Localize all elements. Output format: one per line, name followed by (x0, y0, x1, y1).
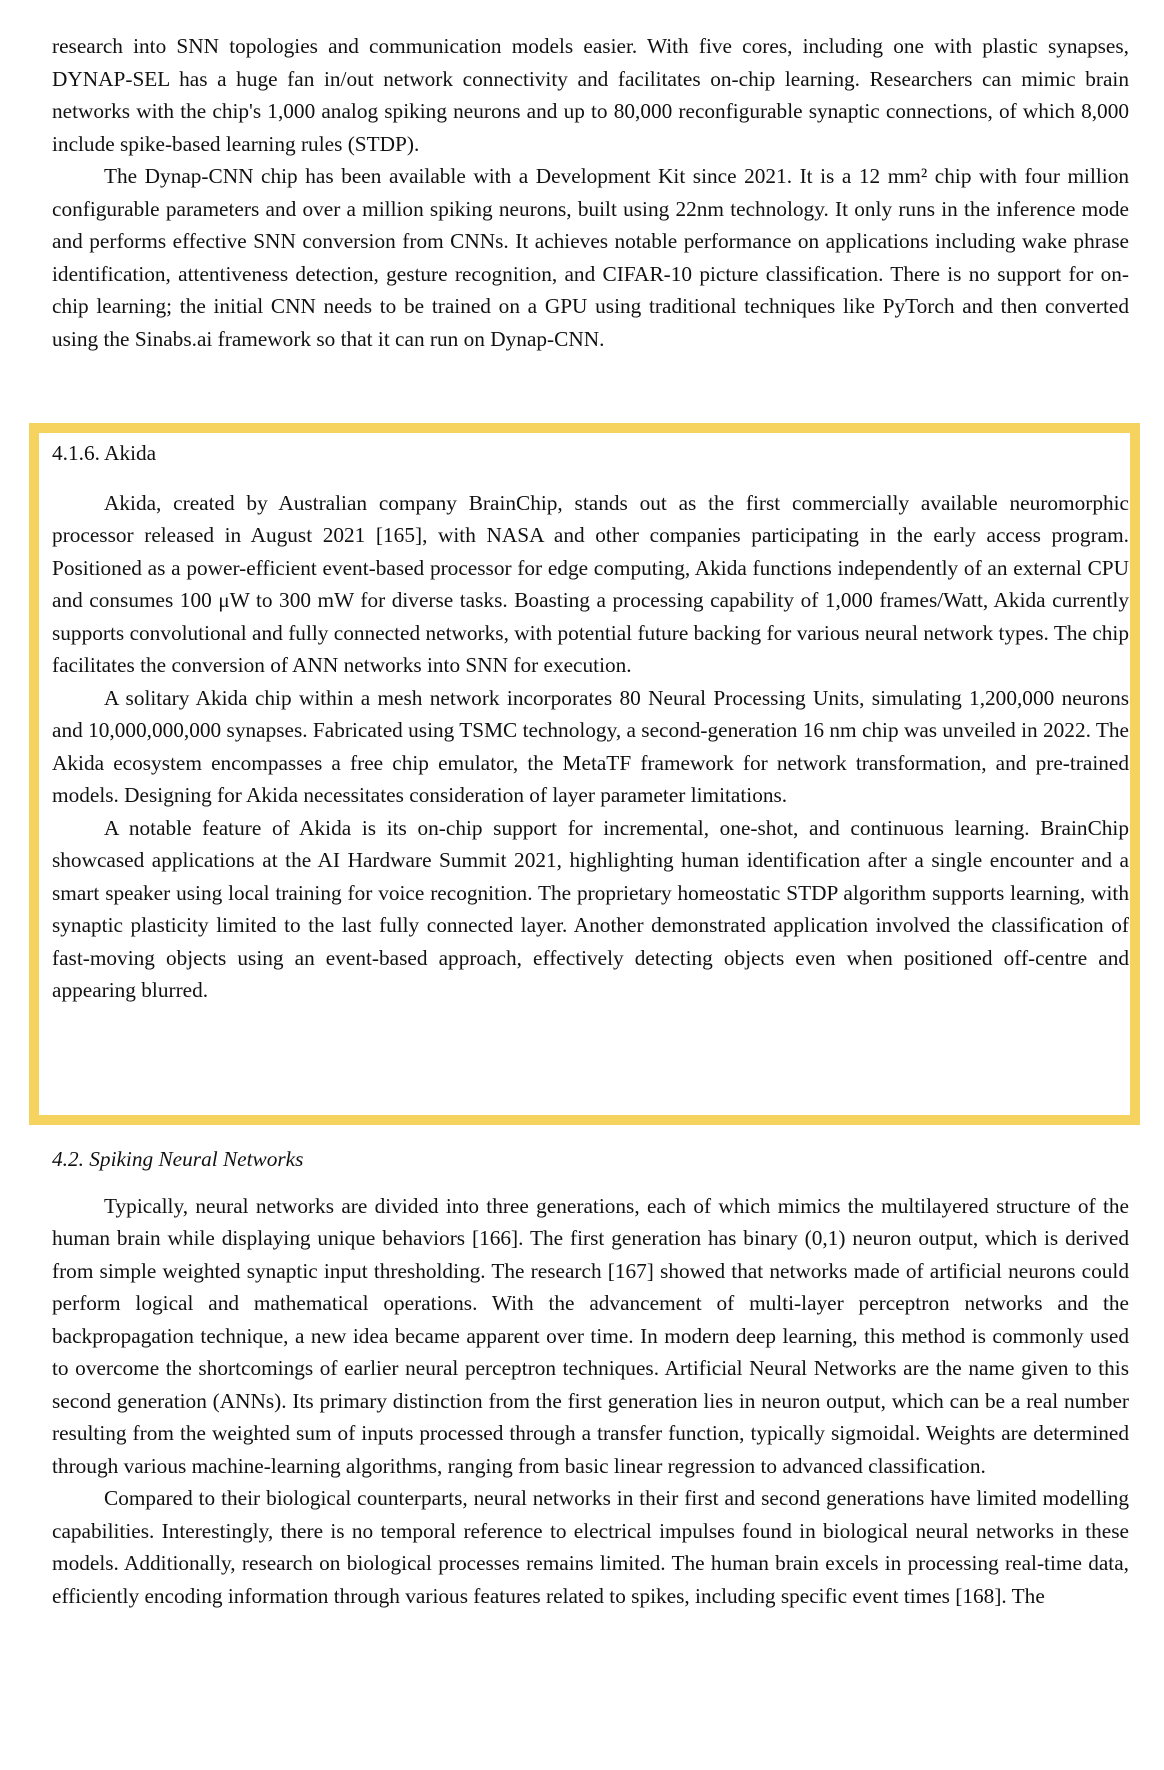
paragraph-akida-learning: A notable feature of Akida is its on-chip support for incremental, one-shot, and continuous learning. BrainChip showcased applications at the AI Hardware Summit 2021, highlighting human identification after a single encounter and a smart speaker using local training for voice recognition. The proprietary homeostatic STDP algorithm supports learning, with synaptic plasticity limited to the last fully connected layer. Another demonstrated application involved the classification of fast-moving objects using an event-based approach, effectively detecting objects even when positioned off-centre and appearing blurred. (52, 815, 1129, 1002)
pre-box-text (52, 30, 1129, 355)
subsection-heading-akida: 4.1.6. Akida (52, 441, 157, 465)
paragraph-dynap-cnn: The Dynap-CNN chip has been available with a Development Kit since 2021. It is a 12 mm² chip with four million configurable parameters and over a million spiking neurons, built using 22nm technology. It only runs in the inference mode and performs effective SNN conversion from CNNs. It achieves notable performance on applications including wake phrase identification, attentiveness detection, gesture recognition, and CIFAR-10 picture classification. There is no support for on-chip learning; the initial CNN needs to be trained on a GPU using traditional techniques like PyTorch and then converted using the Sinabs.ai framework so that it can run on Dynap-CNN. (52, 164, 1129, 351)
paragraph-akida-intro: Akida, created by Australian company BrainChip, stands out as the first commercially available neuromorphic processor released in August 2021 [165], with NASA and other companies participating in the early access program. Positioned as a power-efficient event-based processor for edge computing, Akida functions independently of an external CPU and consumes 100 μW to 300 mW for diverse tasks. Boasting a processing capability of 1,000 frames/Watt, Akida currently supports convolutional and fully connected networks, with potential future backing for various neural network types. The chip facilitates the conversion of ANN networks into SNN for execution. (52, 490, 1129, 677)
snn-section (52, 1143, 1129, 1612)
paragraph-dynap-sel: research into SNN topologies and communication models easier. With five cores, including one with plastic synapses, DYNAP-SEL has a huge fan in/out network connectivity and facilitates on-chip learning. Researchers can mimic brain networks with the chip's 1,000 analog spiking neurons and up to 80,000 reconfigurable synaptic connections, of which 8,000 include spike-based learning rules (STDP). (52, 34, 1129, 156)
akida-section (52, 437, 1129, 1007)
paragraph-snn-generations: Typically, neural networks are divided into three generations, each of which mimics the multilayered structure of the human brain while displaying unique behaviors [166]. The first generation has binary (0,1) neuron output, which is derived from simple weighted synaptic input thresholding. The research [167] showed that networks made of artificial neurons could perform logical and mathematical operations. With the advancement of multi-layer perceptron networks and the backpropagation technique, a new idea became apparent over time. In modern deep learning, this method is commonly used to overcome the shortcomings of earlier neural perceptron techniques. Artificial Neural Networks are the name given to this second generation (ANNs). Its primary distinction from the first generation lies in neuron output, which can be a real number resulting from the weighted sum of inputs processed through a transfer function, typically sigmoidal. Weights are determined through various machine-learning algorithms, ranging from basic linear regression to advanced classification. (52, 1193, 1129, 1478)
paragraph-akida-mesh: A solitary Akida chip within a mesh network incorporates 80 Neural Processing Units, simulating 1,200,000 neurons and 10,000,000,000 synapses. Fabricated using TSMC technology, a second-generation 16 nm chip was unveiled in 2022. The Akida ecosystem encompasses a free chip emulator, the MetaTF framework for network transformation, and pre-trained models. Designing for Akida necessitates consideration of layer parameter limitations. (52, 685, 1129, 807)
paragraph-snn-biological: Compared to their biological counterparts, neural networks in their first and second generations have limited modelling capabilities. Interestingly, there is no temporal reference to electrical impulses found in biological neural networks in these models. Additionally, research on biological processes remains limited. The human brain excels in processing real-time data, efficiently encoding information through various features related to spikes, including specific event times [168]. The (52, 1486, 1129, 1608)
section-heading-snn: 4.2. Spiking Neural Networks (52, 1147, 304, 1171)
